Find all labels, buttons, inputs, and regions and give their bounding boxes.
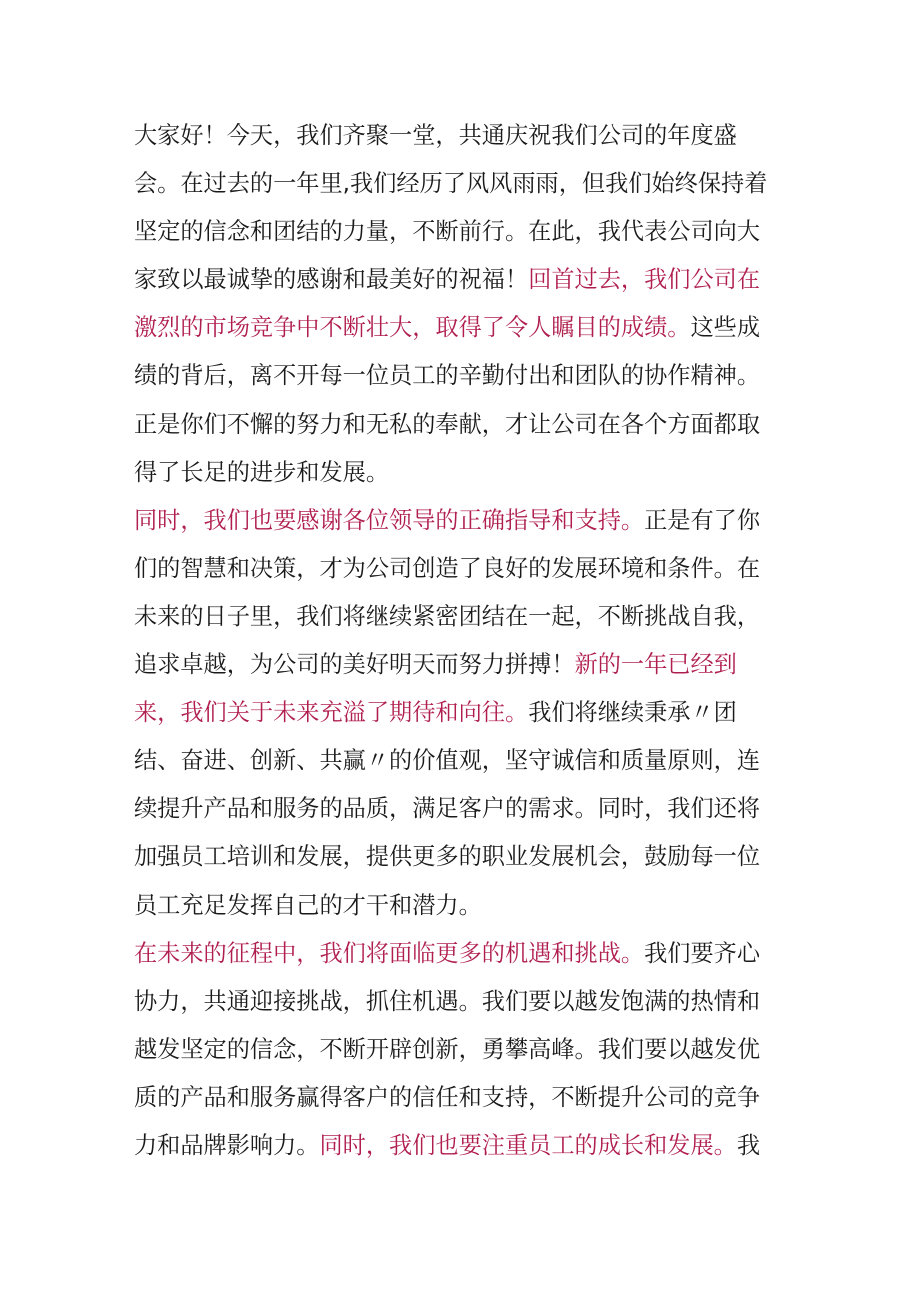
highlighted-text: 同时，我们也要感谢各位领导的正确指导和支持。 (134, 506, 645, 534)
body-text-segment: 员工充足发挥自己的才干和潜力。 (134, 891, 482, 919)
highlighted-text: 同时，我们也要注重员工的成长和发展。 (319, 1131, 737, 1159)
body-text-segment: 我们将继续秉承〃团 (528, 699, 737, 727)
highlighted-text: 来，我们关于未来充溢了期待和向往。 (134, 699, 529, 727)
body-text-segment: 加强员工培训和发展，提供更多的职业发展机会，鼓励每一位 (134, 843, 761, 871)
text-line (134, 1074, 774, 1122)
text-line (134, 641, 774, 689)
text-line (134, 352, 774, 400)
text-line (134, 1122, 774, 1170)
body-text-segment: 们的智慧和决策，才为公司创造了良好的发展环境和条件。在 (134, 554, 761, 582)
text-line (134, 689, 774, 737)
text-line (134, 785, 774, 833)
body-text-segment: 正是有了你 (644, 506, 761, 534)
body-text-segment: 这些成 (690, 314, 761, 342)
text-line (134, 160, 774, 208)
body-text-segment: 力和品牌影响力。 (134, 1131, 320, 1159)
text-line (134, 112, 774, 160)
body-text-segment: 追求卓越，为公司的美好明天而努力拼搏！ (134, 651, 575, 679)
highlighted-text: 回首过去，我们公司在 (528, 266, 761, 294)
text-line (134, 978, 774, 1026)
text-line (134, 930, 774, 978)
body-text-segment: 绩的背后，离不开每一位员工的辛勤付出和团队的协作精神。 (134, 362, 761, 390)
body-text-segment: 协力，共通迎接挑战，抓住机遇。我们要以越发饱满的热情和 (134, 987, 761, 1015)
text-line (134, 545, 774, 593)
highlighted-text: 激烈的市场竞争中不断壮大，取得了令人瞩目的成绩。 (134, 314, 691, 342)
text-line (134, 833, 774, 881)
text-line (134, 449, 774, 497)
text-line (134, 208, 774, 256)
text-line (134, 401, 774, 449)
highlighted-text: 新的一年已经到 (574, 651, 737, 679)
body-text-segment: 续提升产品和服务的品质，满足客户的需求。同时，我们还将 (134, 795, 761, 823)
body-text-segment: 越发坚定的信念，不断开辟创新，勇攀高峰。我们要以越发优 (134, 1035, 761, 1063)
body-text-segment: 会。在过去的一年里,我们经历了风风雨雨，但我们始终保持着 (134, 170, 768, 198)
text-line (134, 304, 774, 352)
body-text (134, 112, 774, 1170)
body-text-segment: 得了长足的进步和发展。 (134, 458, 390, 486)
text-line (134, 882, 774, 930)
text-line (134, 497, 774, 545)
highlighted-text: 在未来的征程中，我们将面临更多的机遇和挑战。 (134, 939, 645, 967)
body-text-segment: 结、奋进、创新、共赢〃的价值观，坚守诚信和质量原则，连 (134, 747, 761, 775)
text-line (134, 256, 774, 304)
body-text-segment: 坚定的信念和团结的力量，不断前行。在此，我代表公司向大 (134, 218, 761, 246)
text-line (134, 737, 774, 785)
body-text-segment: 我 (736, 1131, 761, 1159)
text-line (134, 1026, 774, 1074)
body-text-segment: 家致以最诚挚的感谢和最美好的祝福！ (134, 266, 529, 294)
body-text-segment: 大家好！今天，我们齐聚一堂，共通庆祝我们公司的年度盛 (134, 122, 737, 149)
text-line (134, 593, 774, 641)
body-text-segment: 正是你们不懈的努力和无私的奉献，才让公司在各个方面都取 (134, 410, 761, 438)
body-text-segment: 质的产品和服务赢得客户的信任和支持，不断提升公司的竞争 (134, 1083, 761, 1111)
body-text-segment: 我们要齐心 (644, 939, 761, 967)
body-text-segment: 未来的日子里，我们将继续紧密团结在一起，不断挑战自我， (134, 602, 761, 630)
